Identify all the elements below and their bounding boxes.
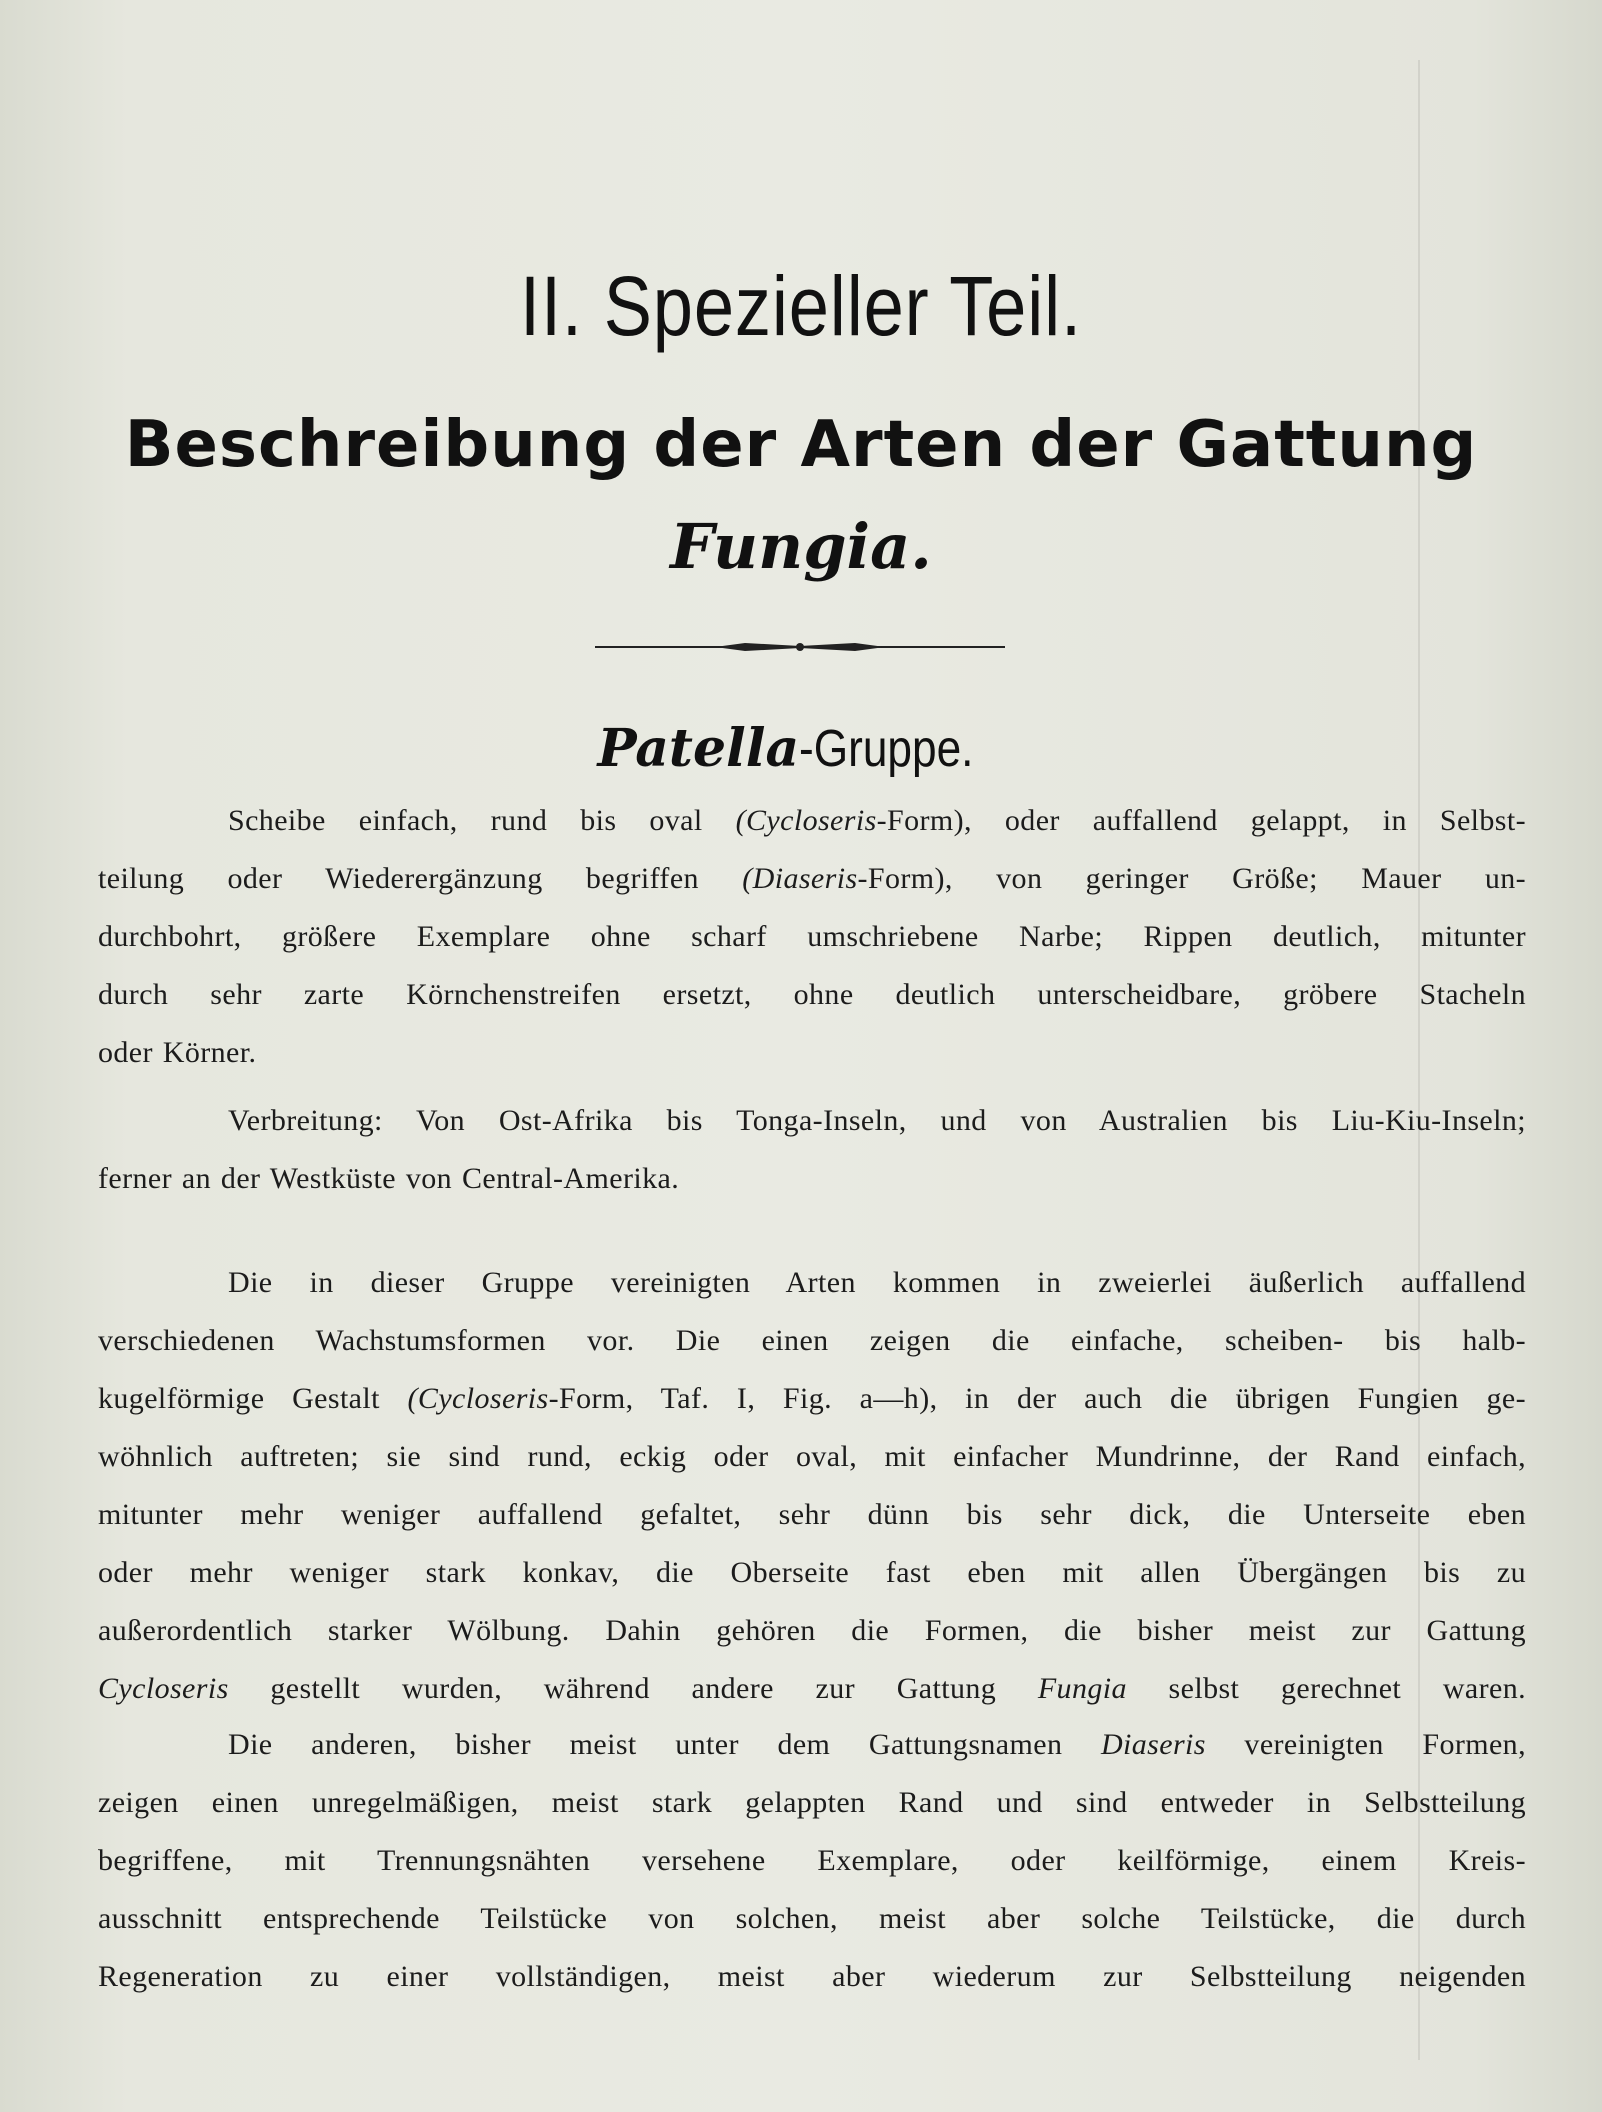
text-segment: ferner an der Westküste von Central-Amerika. (98, 1162, 680, 1195)
group-genus-name: Patella (597, 718, 800, 779)
text-segment: durchbohrt, größere Exemplare ohne scharf umschriebene Narbe; Rippen deutlich, mitunter (98, 920, 1526, 953)
text-line (98, 1716, 1526, 1774)
text-line (98, 1832, 1526, 1890)
ornamental-divider (595, 640, 1005, 654)
text-segment: mitunter mehr weniger auffallend gefaltet, sehr dünn bis sehr dick, die Unterseite eben (98, 1498, 1526, 1531)
taxon-name: (Cycloseris (407, 1382, 549, 1415)
text-segment: zeigen einen unregelmäßigen, meist stark gelappten Rand und sind entweder in Selbstteilung (98, 1786, 1526, 1819)
text-line (98, 1024, 1526, 1082)
body-paragraph-2 (98, 1716, 1526, 2006)
taxon-name: Diaseris (1100, 1728, 1206, 1761)
text-line (98, 1602, 1526, 1660)
text-segment: -Form), von geringer Größe; Mauer un- (857, 862, 1527, 895)
text-line (98, 1092, 1526, 1150)
text-segment: Die anderen, bisher meist unter dem Gattungsnamen (228, 1728, 1101, 1761)
genus-title: Fungia. (670, 510, 932, 583)
text-line (98, 1150, 1526, 1208)
text-segment: begriffene, mit Trennungsnähten versehene Exemplare, oder keilförmige, einem Kreis- (98, 1844, 1526, 1877)
text-line (98, 1660, 1526, 1718)
distribution-paragraph (98, 1092, 1526, 1208)
taxon-name: (Diaseris (742, 862, 858, 895)
section-title: II. Spezieller Teil. (520, 259, 1082, 353)
text-line (98, 1890, 1526, 1948)
group-heading (0, 718, 1602, 779)
text-line (98, 1948, 1526, 2006)
text-segment: wöhnlich auftreten; sie sind rund, eckig oder oval, mit einfacher Mundrinne, der Rand einfach, (98, 1440, 1526, 1473)
text-segment: Die in dieser Gruppe vereinigten Arten kommen in zweierlei äußerlich auffallend (228, 1266, 1526, 1299)
text-segment: -Form, Taf. I, Fig. a—h), in der auch die übrigen Fungien ge- (548, 1382, 1526, 1415)
text-segment: gestellt wurden, während andere zur Gattung (228, 1672, 1038, 1705)
text-segment: außerordentlich starker Wölbung. Dahin gehören die Formen, die bisher meist zur Gattung (98, 1614, 1526, 1647)
text-segment: oder mehr weniger stark konkav, die Oberseite fast eben mit allen Übergängen bis zu (98, 1556, 1526, 1589)
text-segment: verschiedenen Wachstumsformen vor. Die einen zeigen die einfache, scheiben- bis halb- (98, 1324, 1526, 1357)
text-line (98, 1428, 1526, 1486)
text-line (98, 850, 1526, 908)
text-segment: ausschnitt entsprechende Teilstücke von solchen, meist aber solche Teilstücke, die durch (98, 1902, 1526, 1935)
taxon-name: Cycloseris (98, 1672, 229, 1705)
text-line (98, 1254, 1526, 1312)
text-segment: teilung oder Wiederergänzung begriffen (98, 862, 743, 895)
text-line (98, 1544, 1526, 1602)
text-segment: -Form), oder auffallend gelappt, in Selbst- (876, 804, 1526, 837)
text-segment: selbst gerechnet waren. (1126, 1672, 1527, 1705)
text-line (98, 792, 1526, 850)
text-segment: Verbreitung: Von Ost-Afrika bis Tonga-Inseln, und von Australien bis Liu-Kiu-Inseln; (228, 1104, 1526, 1137)
text-line (98, 1486, 1526, 1544)
text-segment: durch sehr zarte Körnchenstreifen ersetzt, ohne deutlich unterscheidbare, gröbere Stacheln (98, 978, 1526, 1011)
text-line (98, 966, 1526, 1024)
group-suffix: -Gruppe. (799, 720, 974, 778)
taxon-name: (Cycloseris (735, 804, 877, 837)
text-line (98, 1312, 1526, 1370)
diagnosis-paragraph (98, 792, 1526, 1082)
text-segment: oder Körner. (98, 1036, 257, 1069)
text-segment: Regeneration zu einer vollständigen, meist aber wiederum zur Selbstteilung neigenden (98, 1960, 1526, 1993)
text-segment: Scheibe einfach, rund bis oval (228, 804, 736, 837)
text-line (98, 1370, 1526, 1428)
body-paragraph-1 (98, 1254, 1526, 1718)
section-subtitle: Beschreibung der Arten der Gattung (124, 408, 1478, 482)
text-line (98, 1774, 1526, 1832)
text-segment: kugelförmige Gestalt (98, 1382, 408, 1415)
taxon-name: Fungia (1037, 1672, 1127, 1705)
text-line (98, 908, 1526, 966)
text-segment: vereinigten Formen, (1205, 1728, 1526, 1761)
